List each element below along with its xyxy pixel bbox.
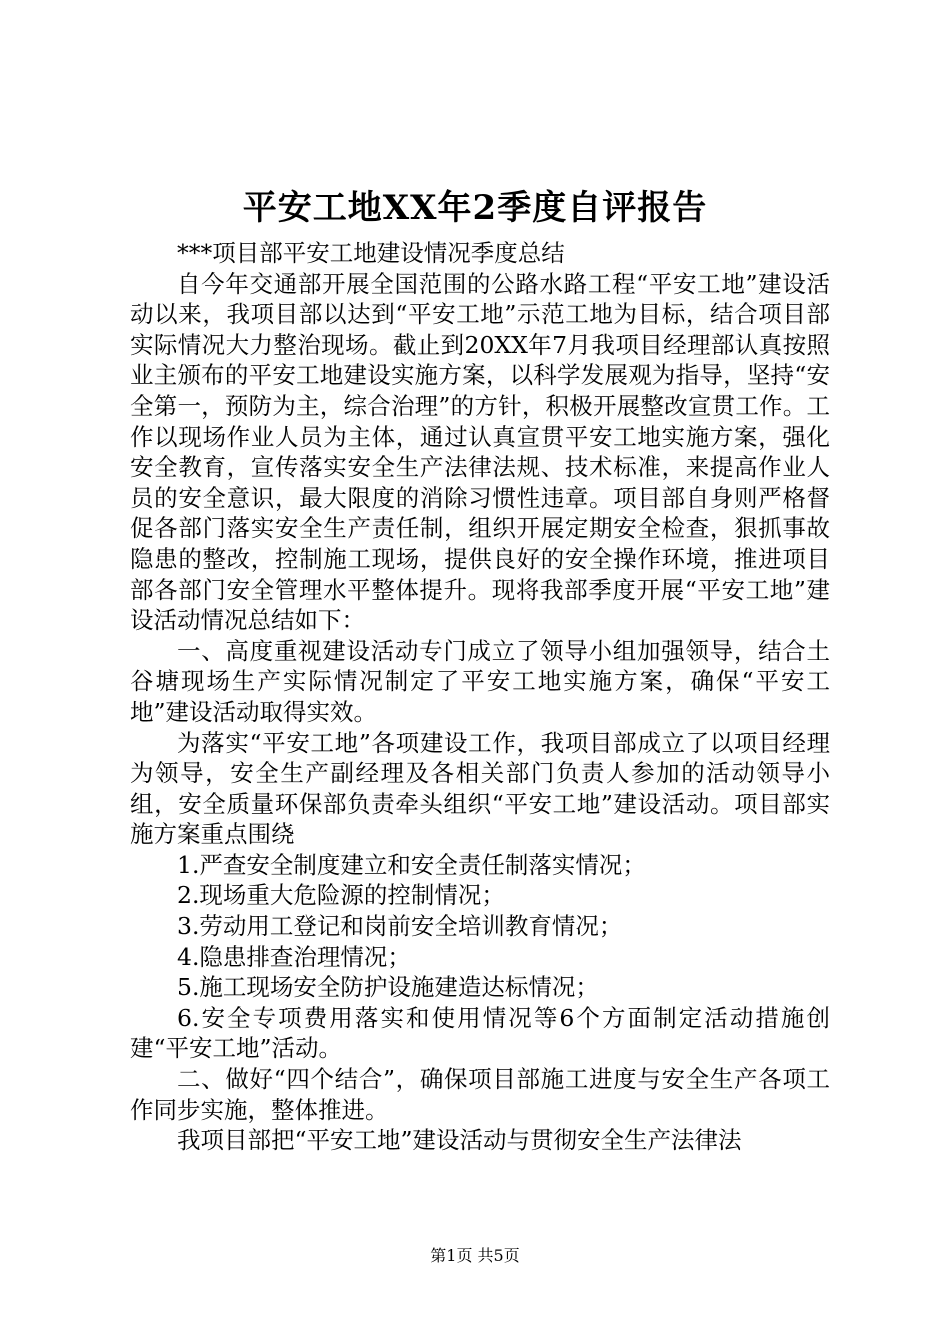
body-paragraph: 为落实“平安工地”各项建设工作，我项目部成立了以项目经理为领导，安全生产副经理及各相关部门负责人参加的活动领导小组，安全质量环保部负责牵头组织“平安工地”建设活动。项目部实施方案重点围绕 bbox=[130, 728, 830, 849]
list-item: 4.隐患排查治理情况； bbox=[177, 942, 411, 971]
list-item: 6.安全专项费用落实和使用情况等6个方面制定活动措施创建“平安工地”活动。 bbox=[130, 1003, 830, 1063]
list-item: 2.现场重大危险源的控制情况； bbox=[177, 881, 505, 910]
intro-paragraph: 自今年交通部开展全国范围的公路水路工程“平安工地”建设活动以来，我项目部以达到“平安工地”示范工地为目标，结合项目部实际情况大力整治现场。截止到20XX年7月我项目经理部认真按照业主颁布的平安工地建设实施方案，以科学发展观为指导，坚持“安全第一，预防为主，综合治理”的方针，积极开展整改宣贯工作。工作以现场作业人员为主体，通过认真宣贯平安工地实施方案，强化安全教育，宣传落实安全生产法律法规、技术标准，来提高作业人员的安全意识，最大限度的消除习惯性违章。项目部自身则严格督促各部门落实安全生产责任制，组织开展定期安全检查，狠抓事故隐患的整改，控制施工现场，提供良好的安全操作环境，推进项目部各部门安全管理水平整体提升。现将我部季度开展“平安工地”建设活动情况总结如下： bbox=[130, 269, 830, 635]
body-paragraph: 我项目部把“平安工地”建设活动与贯彻安全生产法律法 bbox=[177, 1126, 742, 1155]
list-item: 3.劳动用工登记和岗前安全培训教育情况； bbox=[177, 912, 623, 941]
section-one-heading: 一、高度重视建设活动专门成立了领导小组加强领导，结合土谷塘现场生产实际情况制定了平安工地实施方案，确保“平安工地”建设活动取得实效。 bbox=[130, 636, 830, 726]
page-footer: 第1页 共5页 bbox=[430, 1246, 520, 1265]
list-item: 1.严查安全制度建立和安全责任制落实情况； bbox=[177, 850, 646, 879]
list-item: 5.施工现场安全防护设施建造达标情况； bbox=[177, 973, 599, 1002]
document-title: 平安工地XX年2季度自评报告 bbox=[242, 188, 708, 228]
document-body bbox=[130, 238, 830, 1156]
section-two-heading: 二、做好“四个结合”，确保项目部施工进度与安全生产各项工作同步实施，整体推进。 bbox=[130, 1065, 830, 1124]
subtitle-paragraph: ***项目部平安工地建设情况季度总结 bbox=[177, 239, 565, 267]
